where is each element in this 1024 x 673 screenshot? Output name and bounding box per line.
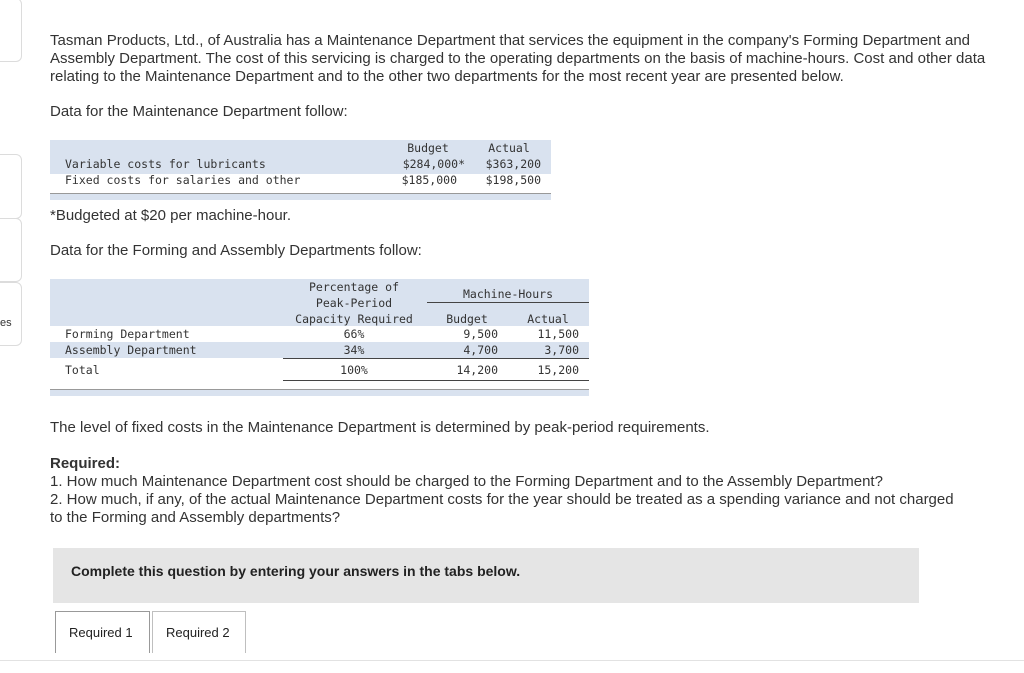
department-data-heading: Data for the Forming and Assembly Departments follow: bbox=[50, 242, 422, 259]
maint-col-budget: Budget bbox=[407, 141, 449, 155]
fixed-costs-note: The level of fixed costs in the Maintenance Department is determined by peak-period requirements. bbox=[50, 419, 710, 436]
maint-col-actual: Actual bbox=[488, 141, 530, 155]
instruction-text: Complete this question by entering your answers in the tabs below. bbox=[71, 563, 521, 579]
required-1-text: 1. How much Maintenance Department cost should be charged to the Forming Department and to the Assembly Department? bbox=[50, 473, 883, 490]
dept-col-actual: Actual bbox=[527, 312, 569, 326]
dept-total-budget: 14,200 bbox=[456, 363, 498, 377]
required-label: Required: bbox=[50, 455, 121, 472]
side-nav-partial-label: es bbox=[0, 317, 12, 329]
intro-paragraph: Tasman Products, Ltd., of Australia has a Maintenance Department that services the equipment in the company's Forming Department and Assembly Department. The cost of this servicing is charged to the operating departments on the basis of machine-hours. Cost and other data relating to the Maintenance Department and to the other two departments for the most recent year are presented below. bbox=[50, 32, 986, 85]
side-nav-box-4[interactable] bbox=[0, 282, 22, 346]
dept-row-pct: 66% bbox=[343, 327, 365, 341]
dept-row-budget: 4,700 bbox=[463, 343, 498, 357]
pct-header-line-1: Percentage of bbox=[308, 280, 399, 294]
maint-row-budget: $284,000* bbox=[402, 157, 465, 171]
maint-row-label: Fixed costs for salaries and other bbox=[65, 173, 301, 187]
dept-row-actual: 11,500 bbox=[537, 327, 579, 341]
tab-content-border bbox=[0, 660, 1024, 661]
maintenance-data-heading: Data for the Maintenance Department follow: bbox=[50, 103, 348, 120]
required-2-text: 2. How much, if any, of the actual Maintenance Department costs for the year should be treated as a spending variance and not charged to the Forming and Assembly departments? bbox=[50, 491, 954, 526]
dept-row-pct: 34% bbox=[343, 343, 365, 357]
side-nav-box-3[interactable] bbox=[0, 218, 22, 282]
tab-required-1[interactable]: Required 1 bbox=[55, 611, 150, 653]
pct-header-line-2: Peak-Period bbox=[315, 296, 393, 310]
dept-row-label: Assembly Department bbox=[65, 343, 197, 357]
maint-row-actual: $363,200 bbox=[485, 157, 541, 171]
dept-total-actual: 15,200 bbox=[537, 363, 579, 377]
maint-row-actual: $198,500 bbox=[485, 173, 541, 187]
side-nav-box-1[interactable] bbox=[0, 0, 22, 62]
pct-header-line-3: Capacity Required bbox=[295, 312, 413, 326]
tab-required-2[interactable]: Required 2 bbox=[152, 611, 246, 653]
budget-footnote: *Budgeted at $20 per machine-hour. bbox=[50, 207, 292, 224]
dept-row-label: Forming Department bbox=[65, 327, 190, 341]
machine-hours-header: Machine-Hours bbox=[462, 287, 553, 301]
dept-total-label: Total bbox=[65, 363, 100, 377]
dept-row-budget: 9,500 bbox=[463, 327, 498, 341]
maint-row-budget: $185,000 bbox=[401, 173, 457, 187]
dept-col-budget: Budget bbox=[446, 312, 488, 326]
side-nav-box-2[interactable] bbox=[0, 154, 22, 219]
maint-row-label: Variable costs for lubricants bbox=[65, 157, 266, 171]
dept-total-pct: 100% bbox=[340, 363, 368, 377]
instruction-banner bbox=[53, 548, 919, 603]
dept-row-actual: 3,700 bbox=[544, 343, 579, 357]
